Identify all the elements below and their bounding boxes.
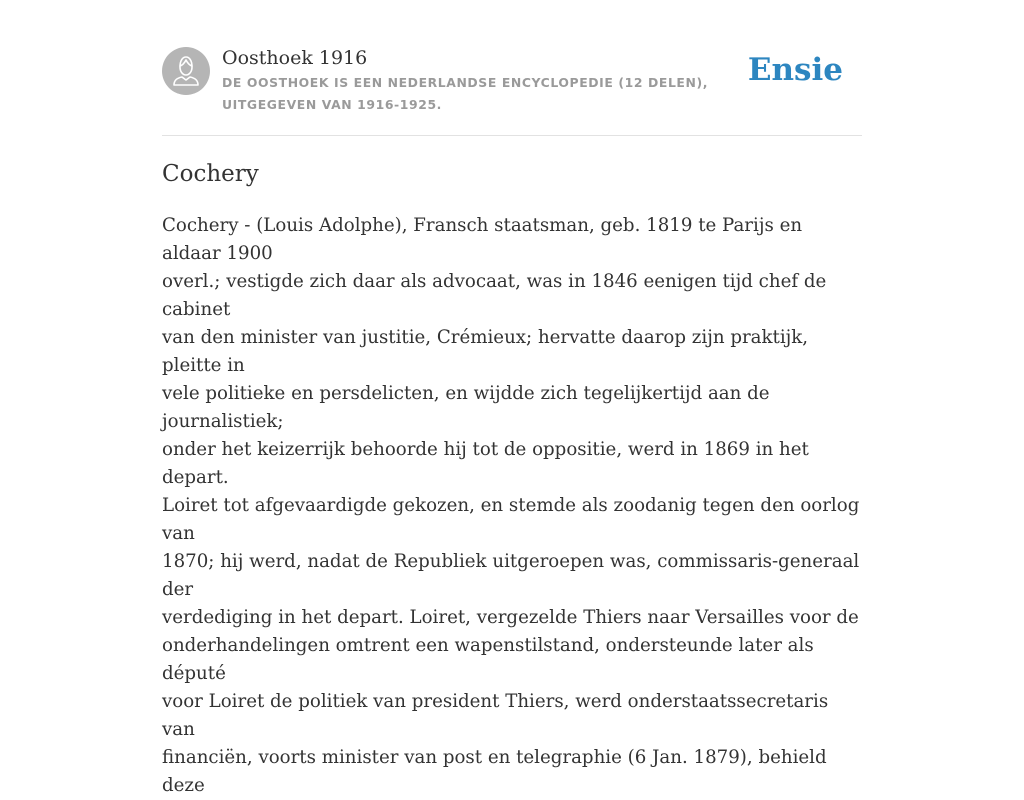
entry-text (162, 212, 862, 800)
entry-line: van den minister van justitie, Crémieux; hervatte daarop zijn praktijk, pleitte in (162, 327, 809, 376)
entry-title: Cochery (162, 161, 259, 187)
entry-line: voor Loiret de politiek van president Thiers, werd onderstaatssecretaris van (162, 691, 829, 740)
source-description: DE OOSTHOEK IS EEN NEDERLANDSE ENCYCLOPEDIE (12 DELEN), UITGEGEVEN VAN 1916-1925. (222, 75, 709, 112)
user-silhouette-icon (162, 47, 210, 95)
entry-line: onder het keizerrijk behoorde hij tot de oppositie, werd in 1869 in het depart. (162, 439, 809, 488)
entry-line: verdediging in het depart. Loiret, vergezelde Thiers naar Versailles voor de (162, 607, 859, 628)
entry-line: Loiret tot afgevaardigde gekozen, en stemde als zoodanig tegen den oorlog van (162, 495, 860, 544)
ensie-logo[interactable]: Ensie (747, 52, 843, 88)
entry-line: 1870; hij werd, nadat de Republiek uitgeroepen was, commissaris-generaal der (162, 551, 860, 600)
source-header (162, 44, 862, 136)
entry-line: vele politieke en persdelicten, en wijdde zich tegelijkertijd aan de journalistiek; (162, 383, 770, 432)
entry-line: overl.; vestigde zich daar als advocaat, was in 1846 eenigen tijd chef de cabinet (162, 271, 827, 320)
entry-line: Cochery - (Louis Adolphe), Fransch staatsman, geb. 1819 te Parijs en aldaar 1900 (162, 215, 803, 264)
entry-line: onderhandelingen omtrent een wapenstilstand, ondersteunde later als député (162, 635, 814, 684)
entry-line: financiën, voorts minister van post en telegraphie (6 Jan. 1879), behield deze (162, 747, 827, 796)
source-avatar (162, 47, 210, 95)
source-title[interactable]: Oosthoek 1916 (222, 47, 368, 69)
